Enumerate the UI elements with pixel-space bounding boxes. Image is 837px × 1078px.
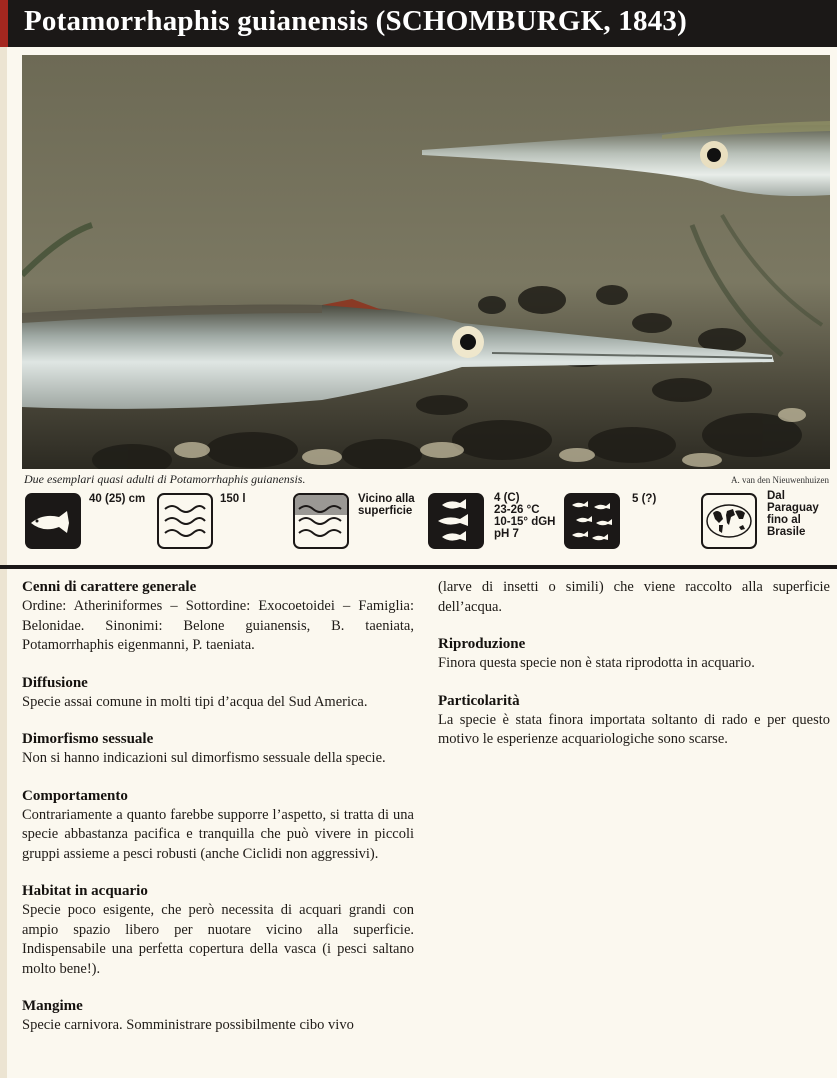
section-heading: Riproduzione	[438, 636, 526, 652]
section-heading: Particolarità	[438, 692, 520, 709]
fish-group-icon	[564, 493, 620, 549]
section-behaviour	[22, 787, 414, 865]
text-column-left	[22, 578, 414, 1054]
text-column-right	[438, 578, 830, 768]
section-body: Contrariamente a quanto farebbe supporre l’aspetto, si tratta di una specie abbastanza pacifica e tranquilla che può vivere in piccoli gruppi assieme a pesci robusti (anche Ciclidi non aggressivi).	[22, 806, 414, 862]
page-title: Potamorrhaphis guianensis (SCHOMBURGK, 1843)	[24, 5, 687, 37]
fish-group-text: 5 (?)	[632, 493, 657, 505]
info-icons-row	[0, 490, 837, 556]
section-body: Specie assai comune in molti tipi d’acqua del Sud America.	[22, 693, 368, 710]
section-distribution	[22, 674, 414, 713]
section-heading: Dimorfismo sessuale	[22, 731, 154, 747]
swimming-zone-icon	[293, 493, 349, 549]
fish-photo	[22, 55, 830, 469]
fish-size-text: 40 (25) cm	[89, 493, 146, 505]
section-food	[22, 997, 414, 1036]
section-dimorphism	[22, 730, 414, 769]
section-body: Ordine: Atheriniformes – Sottordine: Exocoetoidei – Famiglia: Belonidae. Sinonimi: Belone guianensis, B. taeniata, Potamorrhaphis eigenmanni, P. taeniata.	[22, 598, 414, 653]
section-body: Specie poco esigente, che però necessita di acquari grandi con ampio spazio libero per nuotare vicino alla superficie. Indispensabile una perfetta copertura della vasca (i pesci saltano molto bene!).	[22, 902, 414, 977]
page-header	[0, 0, 837, 47]
section-heading: Diffusione	[22, 674, 88, 691]
photo-credit: A. van den Nieuwenhuizen	[731, 475, 829, 485]
water-chemistry-text: 4 (C) 23-26 °C 10-15° dGH pH 7	[494, 492, 556, 540]
tank-volume-icon	[157, 493, 213, 549]
section-reproduction	[438, 635, 830, 674]
section-heading: Comportamento	[22, 787, 128, 804]
origin-text: Dal Paraguay fino al Brasile	[767, 490, 819, 538]
header-accent-bar	[0, 0, 8, 47]
world-map-icon	[701, 493, 757, 549]
section-heading: Habitat in acquario	[22, 883, 148, 899]
section-body: Non si hanno indicazioni sul dimorfismo sessuale della specie.	[22, 750, 386, 766]
section-divider	[0, 565, 837, 569]
section-heading: Cenni di carattere generale	[22, 579, 197, 595]
tank-volume-text: 150 l	[220, 493, 246, 505]
swimming-zone-text: Vicino alla superficie	[358, 493, 415, 517]
food-continuation: (larve di insetti o simili) che viene raccolto alla superficie dell’acqua.	[438, 579, 830, 615]
page-edge	[0, 47, 7, 1078]
photo-caption: Due esemplari quasi adulti di Potamorrhaphis guianensis.	[24, 472, 306, 486]
fish-size-icon	[25, 493, 81, 549]
section-general	[22, 578, 414, 656]
section-body: Specie carnivora. Somministrare possibilmente cibo vivo	[22, 1017, 354, 1033]
section-habitat	[22, 882, 414, 979]
section-body: La specie è stata finora importata soltanto di rado e per questo motivo le esperienze acquariologiche sono scarse.	[438, 711, 830, 747]
water-chemistry-icon	[428, 493, 484, 549]
section-heading: Mangime	[22, 998, 83, 1014]
section-body: Finora questa specie non è stata riprodotta in acquario.	[438, 655, 755, 671]
section-particulars	[438, 692, 830, 750]
